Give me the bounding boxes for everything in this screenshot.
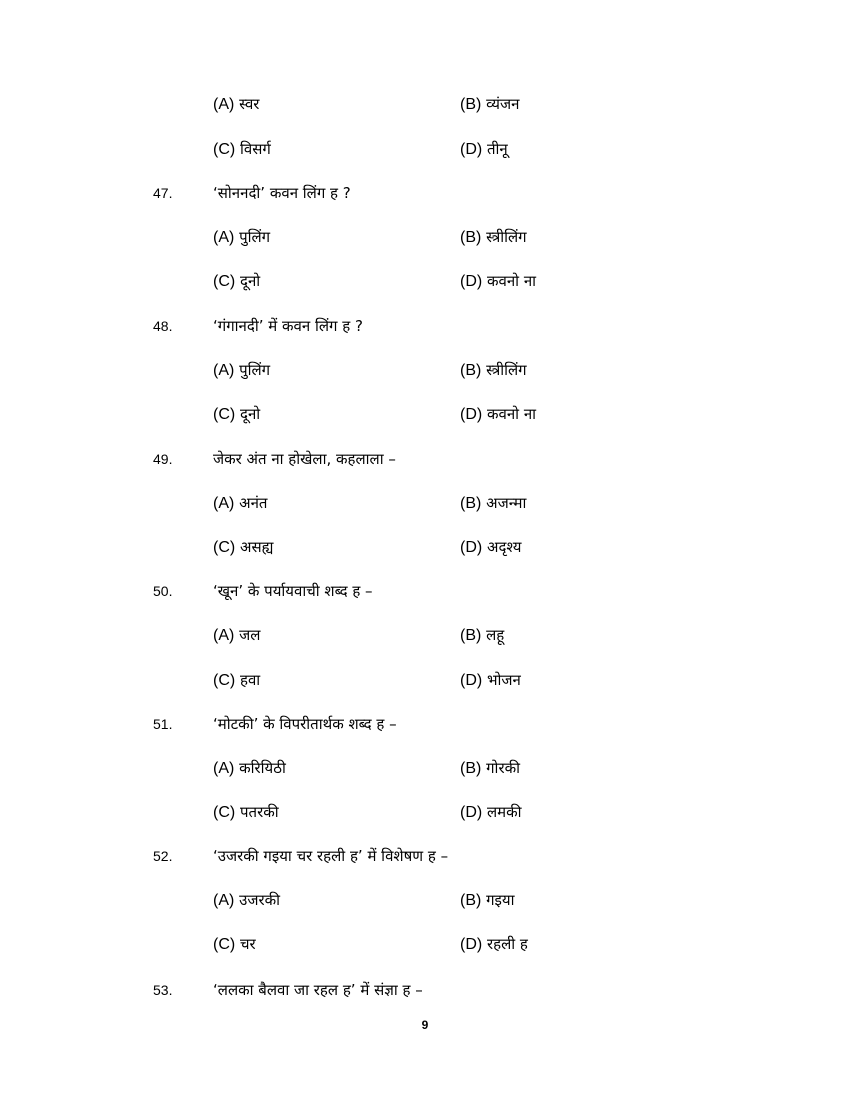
- option-d: (D) भोजन: [460, 671, 521, 689]
- option-a: (A) जल: [213, 626, 261, 644]
- option-a: (A) पुलिंग: [213, 361, 271, 379]
- option-d: (D) रहली ह: [460, 935, 528, 953]
- question-text: ‘खून’ के पर्यायवाची शब्द ह –: [213, 582, 373, 600]
- question-text: ‘मोटकी’ के विपरीतार्थक शब्द ह –: [213, 715, 397, 733]
- option-b: (B) गइया: [460, 891, 515, 909]
- option-b: (B) स्त्रीलिंग: [460, 361, 527, 379]
- option-c: (C) दूनो: [213, 272, 261, 290]
- question-number: 47.: [153, 185, 173, 201]
- option-b: (B) अजन्मा: [460, 494, 527, 512]
- question-number: 48.: [153, 318, 173, 334]
- question-number: 51.: [153, 716, 173, 732]
- question-number: 50.: [153, 583, 173, 599]
- option-c: (C) असह्य: [213, 538, 274, 556]
- option-a: (A) स्वर: [213, 95, 260, 113]
- option-a: (A) करियिठी: [213, 759, 286, 777]
- option-c: (C) दूनो: [213, 405, 261, 423]
- option-a: (A) उजरकी: [213, 891, 280, 909]
- page-number: 9: [421, 1018, 429, 1032]
- option-a: (A) पुलिंग: [213, 228, 271, 246]
- option-b: (B) व्यंजन: [460, 95, 520, 113]
- option-c: (C) चर: [213, 935, 256, 953]
- option-d: (D) तीनू: [460, 140, 508, 158]
- option-d: (D) अदृश्य: [460, 538, 522, 556]
- option-c: (C) पतरकी: [213, 803, 279, 821]
- question-text: ‘ललका बैलवा जा रहल ह’ में संज्ञा ह –: [213, 981, 423, 999]
- question-text: ‘उजरकी गइया चर रहली ह’ में विशेषण ह –: [213, 847, 449, 865]
- option-b: (B) स्त्रीलिंग: [460, 228, 527, 246]
- question-number: 53.: [153, 982, 173, 998]
- option-c: (C) हवा: [213, 671, 261, 689]
- question-number: 52.: [153, 848, 173, 864]
- option-d: (D) कवनो ना: [460, 272, 537, 290]
- question-text: जेकर अंत ना होखेला, कहलाला –: [213, 450, 396, 468]
- option-a: (A) अनंत: [213, 494, 268, 512]
- question-number: 49.: [153, 451, 173, 467]
- question-text: ‘गंगानदी’ में कवन लिंग ह ?: [213, 317, 363, 335]
- option-b: (B) लहू: [460, 626, 505, 644]
- option-d: (D) कवनो ना: [460, 405, 537, 423]
- option-b: (B) गोरकी: [460, 759, 520, 777]
- question-text: ‘सोननदी’ कवन लिंग ह ?: [213, 184, 351, 202]
- option-d: (D) लमकी: [460, 803, 522, 821]
- option-c: (C) विसर्ग: [213, 140, 271, 158]
